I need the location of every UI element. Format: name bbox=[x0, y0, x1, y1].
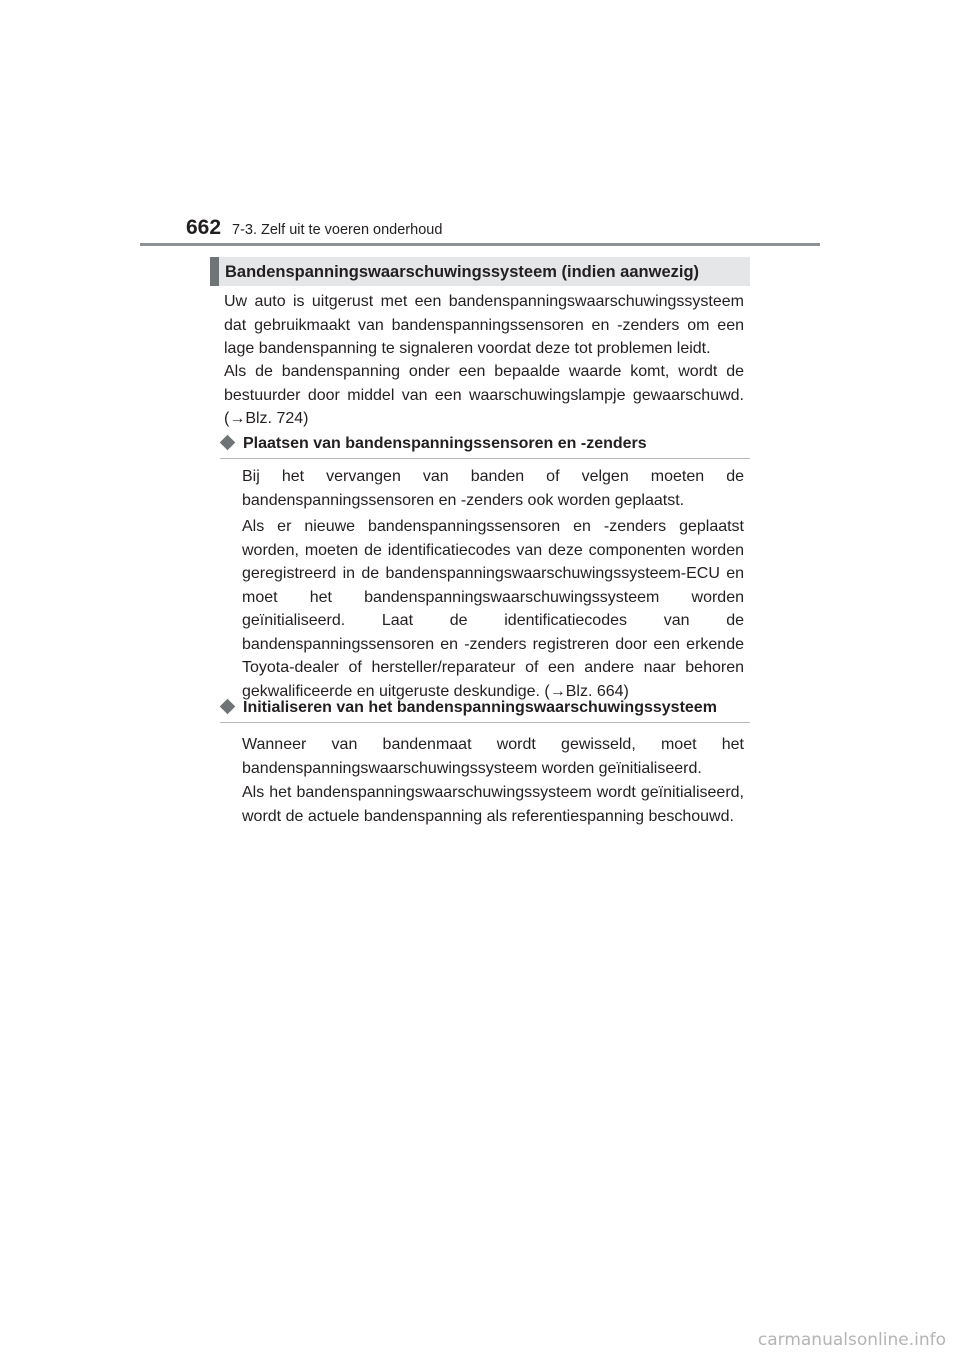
subheading-sensors bbox=[220, 433, 750, 459]
subheading-initialize bbox=[220, 697, 750, 723]
diamond-bullet-icon bbox=[220, 699, 236, 715]
intro-paragraph-1: Uw auto is uitgerust met een bandenspanningswaarschuwingssysteem dat gebruikmaakt van bandenspanningssensoren en -zenders om een lage bandenspanning te signaleren voordat deze tot problemen leidt. bbox=[224, 293, 744, 357]
watermark: carmanualsonline.info bbox=[757, 1330, 946, 1350]
subheading-title: Plaatsen van bandenspanningssensoren en -zenders bbox=[243, 435, 647, 452]
page-number: 662 bbox=[186, 216, 222, 239]
diamond-bullet-icon bbox=[220, 435, 236, 451]
header-divider bbox=[140, 243, 820, 246]
sensors-paragraph-2: Als er nieuwe bandenspanningssensoren en -zenders geplaatst worden, moeten de identificatiecodes van deze componenten worden geregistreerd in de bandenspanningswaarschuwingssysteem-ECU en moet het bandenspanningswaarschuwingssysteem worden geïnitialiseerd. Laat de identificatiecodes van de bandenspanningssensoren en -zenders registreren door een erkende Toyota-dealer of hersteller/reparateur of een andere naar behoren gekwalificeerde en uitgeruste deskundige. (→Blz. 664) bbox=[242, 518, 744, 700]
initialize-paragraph-1: Wanneer van bandenmaat wordt gewisseld, moet het bandenspanningswaarschuwingssysteem worden geïnitialiseerd. bbox=[242, 736, 744, 777]
initialize-paragraph-2: Als het bandenspanningswaarschuwingssysteem wordt geïnitialiseerd, wordt de actuele bandenspanning als referentiespanning beschouwd. bbox=[242, 784, 744, 825]
intro-paragraph-2: Als de bandenspanning onder een bepaalde waarde komt, wordt de bestuurder door middel van een waarschuwingslampje gewaarschuwd. (→Blz. 724) bbox=[224, 363, 744, 427]
section-heading-accent bbox=[210, 257, 219, 286]
sensors-paragraph-1: Bij het vervangen van banden of velgen moeten de bandenspanningssensoren en -zenders ook worden geplaatst. bbox=[242, 468, 744, 509]
chapter-title: 7-3. Zelf uit te voeren onderhoud bbox=[232, 222, 443, 238]
subheading-title: Initialiseren van het bandenspanningswaarschuwingssysteem bbox=[243, 699, 717, 716]
section-title: Bandenspanningswaarschuwingssysteem (indien aanwezig) bbox=[225, 263, 700, 281]
section-heading-bar bbox=[210, 257, 750, 286]
